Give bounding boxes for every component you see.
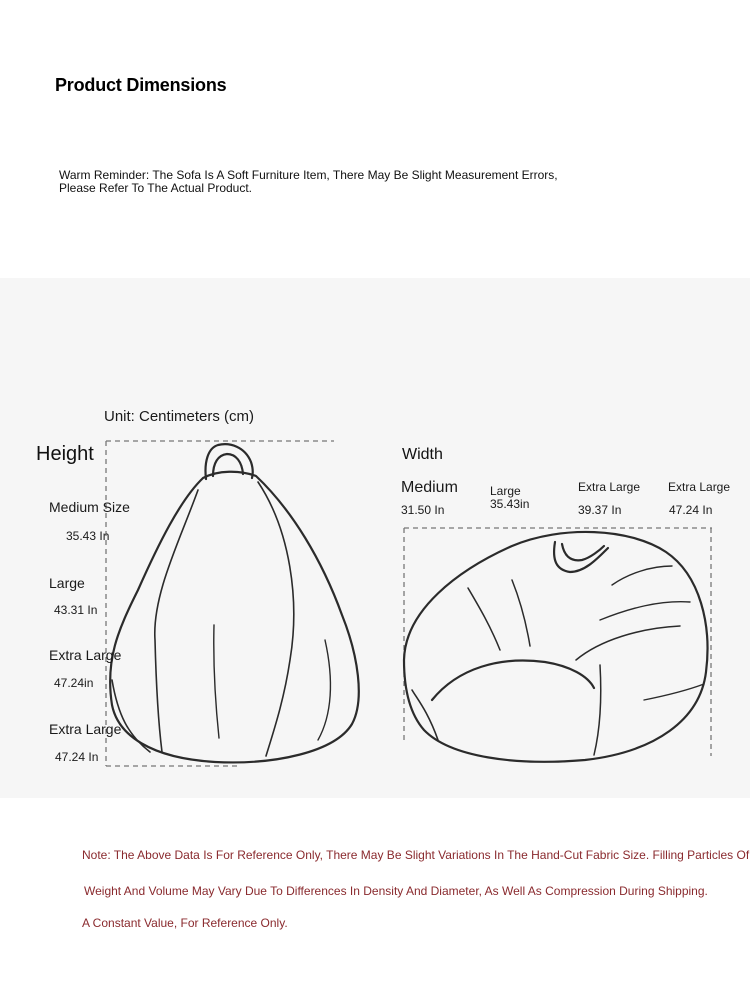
round-bean-bag-sketch	[404, 532, 707, 762]
width-size-value: 31.50 In	[401, 503, 445, 517]
height-size-value: 43.31 In	[54, 603, 98, 617]
height-heading: Height	[36, 443, 94, 465]
height-size-label: Medium Size	[49, 499, 130, 515]
height-size-value: 47.24in	[54, 676, 94, 690]
width-heading: Width	[402, 446, 443, 463]
upright-bean-bag-sketch	[110, 444, 359, 762]
height-size-value: 35.43 In	[66, 529, 110, 543]
width-size-label: Large	[490, 484, 521, 498]
width-guide-lines	[404, 528, 712, 756]
width-size-label: Medium	[401, 479, 458, 496]
note-line: Weight And Volume May Vary Due To Differences In Density And Diameter, As Well As Compression During Shipping.	[84, 884, 708, 898]
page-title: Product Dimensions	[55, 75, 227, 95]
height-size-value: 47.24 In	[55, 750, 99, 764]
height-size-label: Extra Large	[49, 721, 122, 737]
width-size-value: 47.24 In	[669, 503, 713, 517]
width-size-label: Extra Large	[578, 480, 641, 494]
width-size-value: 39.37 In	[578, 503, 622, 517]
warm-reminder: Warm Reminder: The Sofa Is A Soft Furniture Item, There May Be Slight Measurement Errors, Please Refer To The Actual Product.	[59, 168, 558, 195]
width-size-value: 35.43in	[490, 497, 530, 511]
width-size-label: Extra Large	[668, 480, 731, 494]
note-line: Note: The Above Data Is For Reference Only, There May Be Slight Variations In The Hand-Cut Fabric Size. Filling Particles Of	[82, 848, 750, 862]
unit-label: Unit: Centimeters (cm)	[104, 408, 255, 425]
height-guide-lines	[106, 441, 334, 766]
note-line: A Constant Value, For Reference Only.	[82, 916, 288, 930]
height-size-label: Large	[49, 575, 85, 591]
height-size-label: Extra Large	[49, 647, 122, 663]
